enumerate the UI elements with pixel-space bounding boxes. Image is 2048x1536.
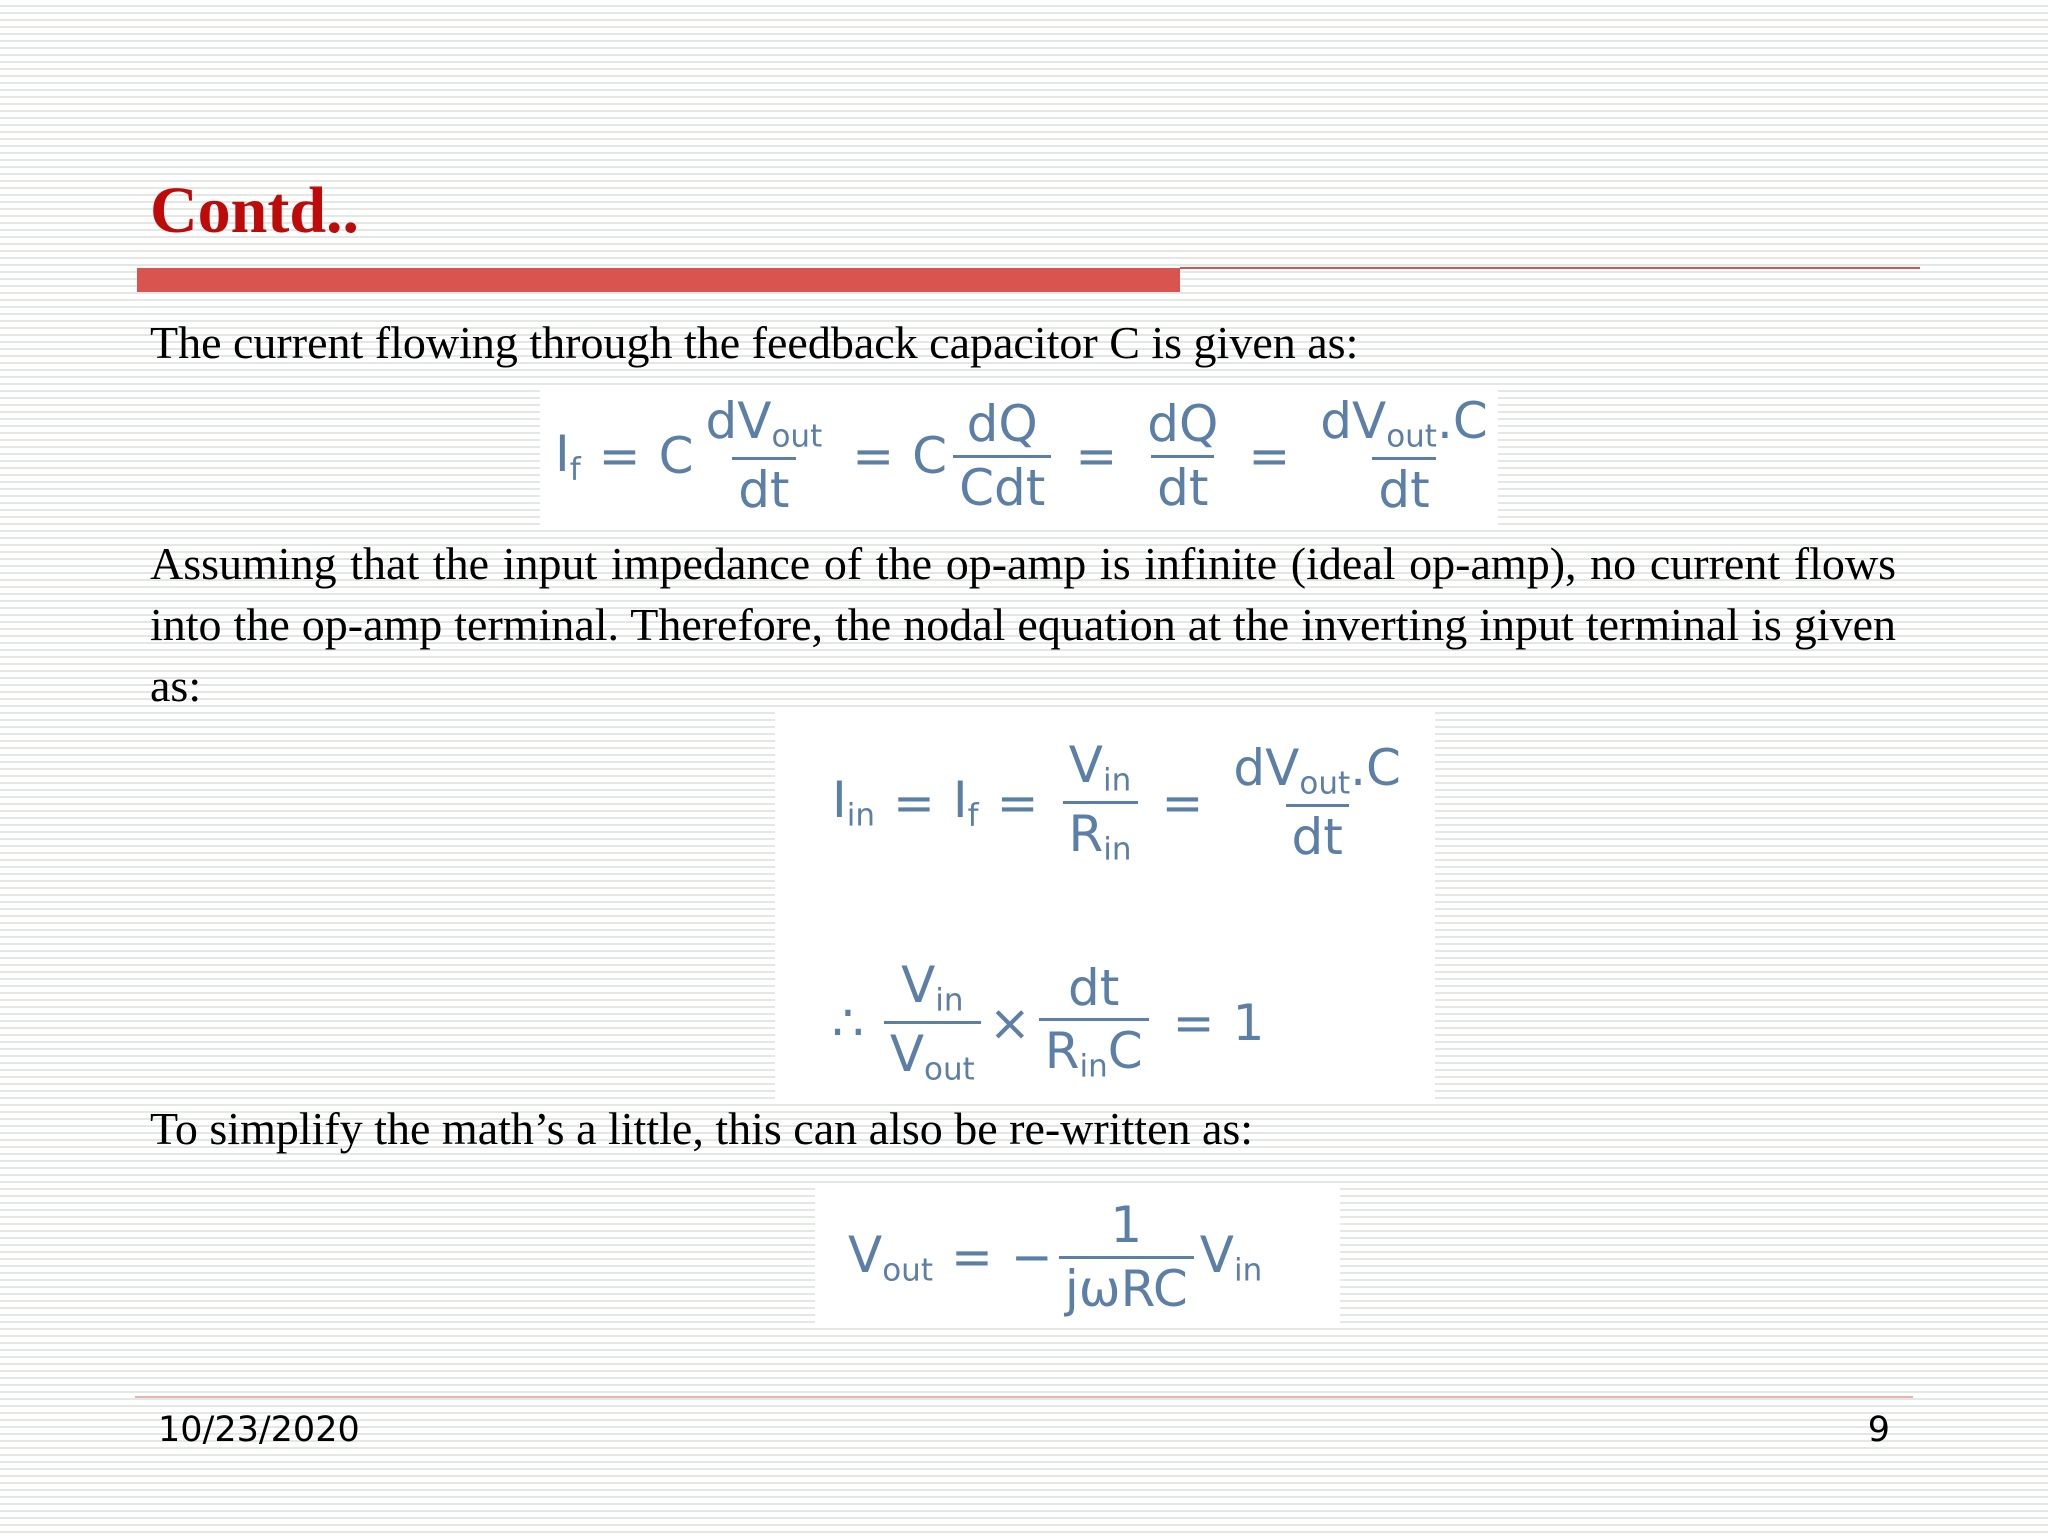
eq1-fraction-1: $\frac{dV_{out}}{dt}$ [705,392,823,520]
eq2-fraction-2: $\frac{dV_{out}.C}{dt}$ [1233,738,1401,866]
eq2-equals-1: = [893,773,935,832]
eq2-lhs: $I_{in}$ [832,771,876,834]
eq1-lhs: $I_f$ [555,424,581,488]
title-underline-rule [1180,267,1920,269]
eq3-therefore: ∴ [832,993,864,1052]
eq1-fraction-3: $\frac{dQ}{dt}$ [1147,395,1219,517]
eq1-term1-coef: C [658,427,694,485]
eq1-equals-4: = [1248,427,1291,485]
eq3-rhs: 1 [1232,993,1265,1052]
title-underline-bar [137,268,1180,292]
equation-vout [848,1190,1262,1324]
eq4-equals: = [951,1228,993,1286]
footer-divider [135,1396,1913,1398]
eq1-equals-1: = [598,427,641,485]
equation-ratio [832,955,1264,1090]
eq1-fraction-4: $\frac{dV_{out}.C}{dt}$ [1320,392,1488,520]
eq2-fraction-1: $\frac{V_{in}}{R_{in}}$ [1063,739,1138,866]
slide-title: Contd.. [150,174,360,247]
eq3-fraction-1: $\frac{V_{in}}{V_{out}}$ [884,959,981,1086]
paragraph-feedback-current: The current flowing through the feedback capacitor C is given as: [150,317,1359,368]
eq1-fraction-2: $\frac{dQ}{\text{Cdt}}$ [953,398,1051,514]
eq1-equals-3: = [1075,427,1118,485]
eq4-minus: − [1010,1228,1053,1286]
eq1-equals-2: = [852,427,895,485]
paragraph-simplify: To simplify the math’s a little, this can also be re-written as: [150,1103,1254,1154]
footer-date: 10/23/2020 [158,1410,360,1450]
eq4-fraction: $\frac{1}{\text{jωRC}}$ [1059,1199,1194,1315]
equation-nodal [832,735,1413,870]
eq4-rhs: $V_{in}$ [1199,1225,1263,1289]
equation-feedback-current [555,389,1500,523]
eq2-equals-2: = [996,773,1039,832]
eq3-fraction-2: $\frac{dt}{R_{in}C}$ [1039,962,1149,1084]
eq3-times: × [988,993,1031,1052]
eq1-term2-coef: C [912,427,948,485]
eq3-equals: = [1172,993,1215,1052]
paragraph-nodal-equation: Assuming that the input impedance of the op-amp is infinite (ideal op-amp), no current flows into the op-amp terminal. Therefore, the nodal equation at the inverting input terminal is given as: [150,538,1896,711]
page-number: 9 [1867,1410,1890,1450]
eq4-lhs: $V_{out}$ [848,1225,933,1289]
eq2-equals-3: = [1161,773,1204,832]
eq2-if: $I_f$ [952,771,979,834]
